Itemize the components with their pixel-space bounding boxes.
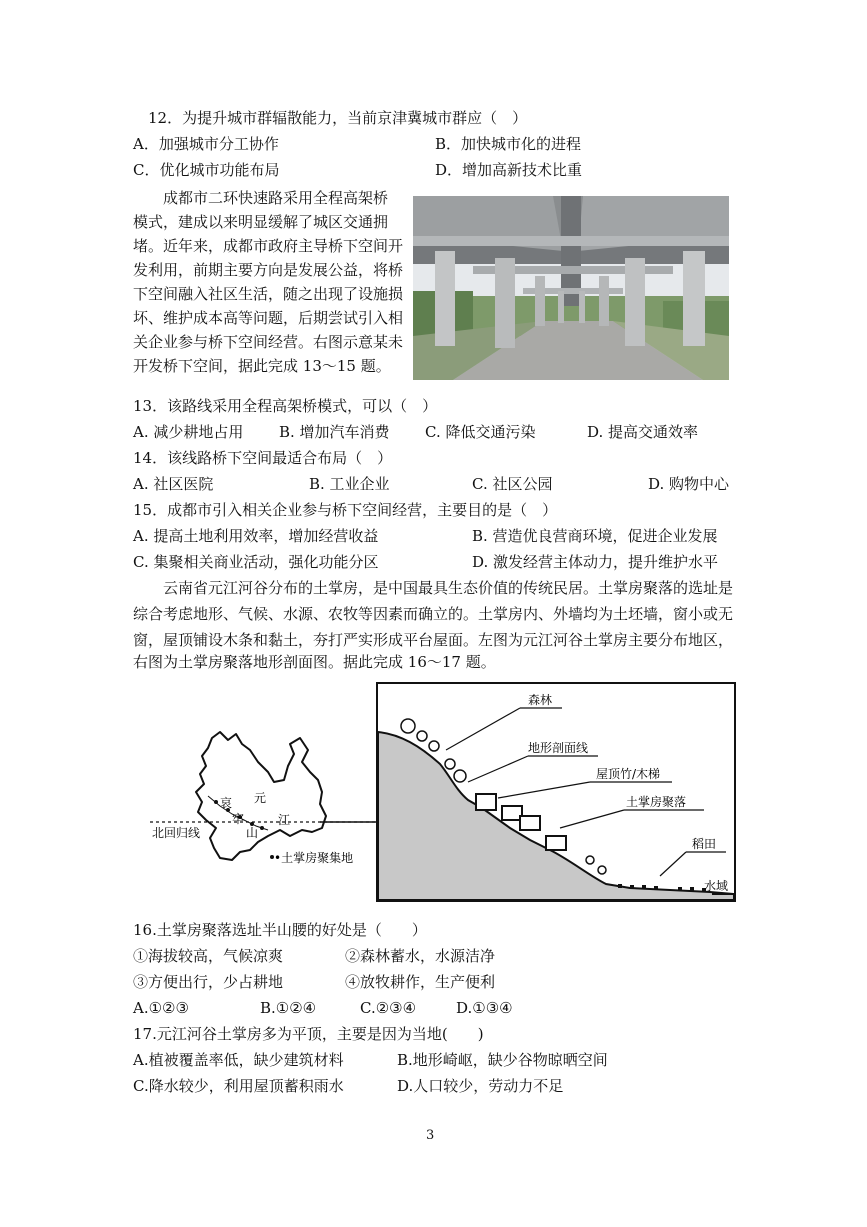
q14-option-d: D. 购物中心 (648, 475, 730, 493)
q12-option-b: B．加快城市化的进程 (435, 135, 582, 153)
map-char-shan: 山 (246, 826, 259, 840)
passage2-line: 综合考虑地形、气候、水源、农牧等因素而确立的。土掌房内、外墙均为土坯墙，窗小或无 (133, 605, 734, 623)
passage1-line: 开发桥下空间，据此完成 13～15 题。 (133, 357, 391, 375)
figures (150, 680, 740, 906)
q16-statement-1: ①海拔较高，气候凉爽 (133, 947, 284, 965)
passage2-line: 窗，屋顶铺设木条和黏土，夯打严实形成平台屋面。左图为元江河谷土掌房主要分布地区， (133, 631, 734, 649)
q16-statement-4: ④放牧耕作，生产便利 (345, 973, 496, 991)
q16-statement-3: ③方便出行，少占耕地 (133, 973, 284, 991)
q17-option-c: C.降水较少，利用屋顶蓄积雨水 (133, 1077, 344, 1095)
q13-option-d: D. 提高交通效率 (587, 423, 699, 441)
q13-option-a: A. 减少耕地占用 (133, 423, 244, 441)
q15-option-b: B. 营造优良营商环境，促进企业发展 (472, 527, 718, 545)
label-water: 水域 (704, 879, 729, 893)
q17-option-b: B.地形崎岖，缺少谷物晾晒空间 (397, 1051, 608, 1069)
label-paddy: 稻田 (692, 837, 717, 851)
label-roof: 屋顶竹/木梯 (596, 767, 661, 781)
q14-option-b: B. 工业企业 (309, 475, 390, 493)
q16-option-c: C.②③④ (360, 999, 417, 1017)
passage1-line: 发利用，前期主要方向是发展公益，将桥 (133, 261, 404, 279)
q16-option-a: A.①②③ (133, 999, 189, 1017)
q13-option-c: C. 降低交通污染 (425, 423, 536, 441)
terrain-profile (377, 683, 735, 901)
map-char-yuan: 元 (254, 791, 267, 805)
q13-option-b: B. 增加汽车消费 (279, 423, 390, 441)
q15-option-c: C. 集聚相关商业活动，强化功能分区 (133, 553, 379, 571)
q14-option-a: A. 社区医院 (133, 475, 214, 493)
q12-option-a: A．加强城市分工协作 (133, 135, 279, 153)
passage1-line: 坏、维护成本高等问题，后期尝试引入相 (133, 309, 404, 327)
q15-stem: 15．成都市引入相关企业参与桥下空间经营，主要目的是（ ） (133, 501, 558, 519)
q15-option-d: D. 激发经营主体动力，提升维护水平 (472, 553, 719, 571)
map-char-jiang: 江 (278, 813, 291, 827)
q17-option-d: D.人口较少，劳动力不足 (397, 1077, 564, 1095)
elevated-bridge-photo (413, 196, 729, 380)
label-forest: 森林 (528, 693, 553, 707)
q17-stem: 17.元江河谷土掌房多为平顶，主要是因为当地( ) (133, 1025, 484, 1043)
label-settlement: 土掌房聚落 (626, 795, 687, 809)
q17-option-a: A.植被覆盖率低，缺少建筑材料 (133, 1051, 344, 1069)
page-number: 3 (426, 1128, 435, 1143)
q12-stem: 12．为提升城市群辐散能力，当前京津冀城市群应（ ） (148, 109, 528, 127)
passage1-line: 模式，建成以来明显缓解了城区交通拥 (133, 213, 389, 231)
q14-option-c: C. 社区公园 (472, 475, 553, 493)
q16-option-d: D.①③④ (456, 999, 513, 1017)
q12-option-d: D．增加高新技术比重 (435, 161, 583, 179)
q15-option-a: A. 提高土地利用效率，增加经营收益 (133, 527, 379, 545)
map-legend: •土掌房聚集地 (274, 851, 354, 865)
q16-statement-2: ②森林蓄水，水源洁净 (345, 947, 496, 965)
passage1-line: 下空间融入社区生活，随之出现了设施损 (133, 285, 404, 303)
q16-stem: 16.土掌房聚落选址半山腰的好处是（ ） (133, 921, 427, 939)
label-profile-line: 地形剖面线 (528, 741, 589, 755)
tropic-of-cancer-label: 北回归线 (152, 826, 201, 840)
passage2-line: 右图为土掌房聚落地形剖面图。据此完成 16～17 题。 (133, 653, 496, 671)
passage1-line: 关企业参与桥下空间经营。右图示意某未 (133, 333, 404, 351)
passage1-line: 成都市二环快速路采用全程高架桥 (163, 189, 389, 207)
q16-option-b: B.①②④ (260, 999, 317, 1017)
passage1-line: 堵。近年来，成都市政府主导桥下空间开 (133, 237, 404, 255)
map-char-lao: 牢 (232, 812, 245, 826)
q14-stem: 14．该线路桥下空间最适合布局（ ） (133, 449, 393, 467)
q13-stem: 13．该路线采用全程高架桥模式，可以（ ） (133, 397, 438, 415)
map-char-ai: 哀 (220, 796, 233, 810)
q12-option-c: C．优化城市功能布局 (133, 161, 280, 179)
passage2-line: 云南省元江河谷分布的土掌房，是中国最具生态价值的传统民居。土掌房聚落的选址是 (163, 579, 734, 597)
